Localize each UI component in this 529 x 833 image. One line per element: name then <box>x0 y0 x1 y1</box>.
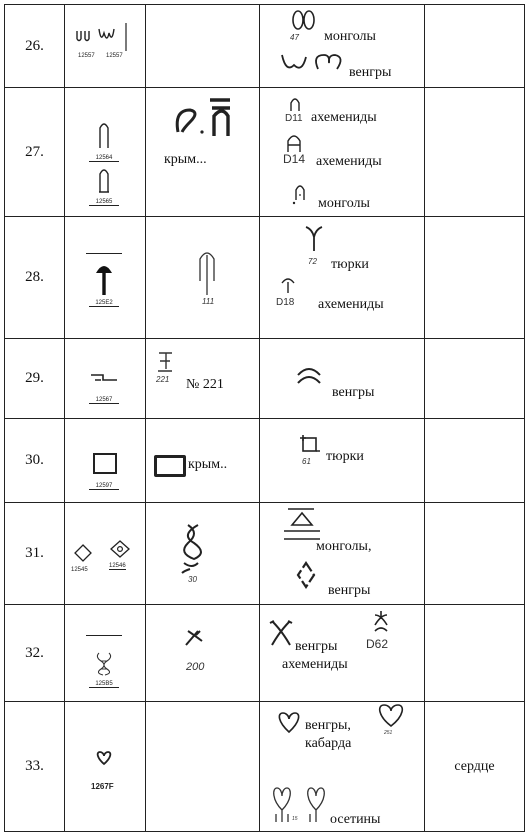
parallels-cell <box>260 503 425 605</box>
crimea-cell: 111 <box>146 217 260 339</box>
ossetian-signs-icon <box>270 784 334 824</box>
crimea-cell <box>146 5 260 88</box>
row-number: 27. <box>5 88 65 217</box>
mongol-sign-icon <box>288 9 322 35</box>
meaning-cell <box>425 503 525 605</box>
unicode-code: 1267F <box>91 782 114 791</box>
parallels-cell: венгры D62 ахемениды <box>260 605 425 702</box>
sign-31b-glyph-icon <box>109 539 131 559</box>
unicode-code: 12546 <box>109 563 126 569</box>
table-row <box>5 419 525 503</box>
heart-icon <box>276 710 302 734</box>
parallel-label: венгры <box>328 583 371 598</box>
hungarian-sign-icon <box>278 51 348 77</box>
sign-28-glyph-icon <box>93 259 115 297</box>
crimea-sign-icon <box>154 455 186 477</box>
unicode-code: 12597 <box>89 483 119 490</box>
table-row <box>5 88 525 217</box>
hungarian-sign-icon <box>294 361 324 387</box>
sign-26-glyph-icon <box>73 23 133 51</box>
parallel-label: венгры <box>295 639 338 654</box>
meaning-cell <box>425 339 525 419</box>
parallels-cell: 47 монголы венгры <box>260 5 425 88</box>
row-number: 26. <box>5 5 65 88</box>
parallel-label: кабарда <box>305 736 352 751</box>
parallel-label: венгры <box>332 385 375 400</box>
unicode-code: 12567 <box>89 397 119 404</box>
achaemenid-sign-icon <box>286 132 302 154</box>
crimea-cell: 200 <box>146 605 260 702</box>
sign-29-glyph-icon <box>89 371 119 383</box>
sign-cell <box>65 419 146 503</box>
row-number: 32. <box>5 605 65 702</box>
crimea-sign-icon <box>182 627 206 647</box>
hungarian-sign-icon <box>294 559 318 591</box>
turkic-sign-icon <box>298 433 322 457</box>
crimea-sign-icon <box>180 521 210 575</box>
mongol-sign-icon <box>292 182 308 206</box>
sign-27b-glyph-icon <box>97 166 111 196</box>
sign-cell <box>65 702 146 832</box>
parallel-label: ахемениды <box>316 154 382 169</box>
table-row <box>5 605 525 702</box>
meaning-cell <box>425 419 525 503</box>
sign-31a-glyph-icon <box>73 543 93 563</box>
row-number: 28. <box>5 217 65 339</box>
parallels-cell <box>260 339 425 419</box>
row-number: 30. <box>5 419 65 503</box>
crimea-sign-icon <box>156 349 176 375</box>
meaning-cell <box>425 88 525 217</box>
parallel-label: монголы <box>318 196 370 211</box>
parallel-label: ахемениды <box>282 657 348 672</box>
unicode-code: 12565 <box>89 199 119 206</box>
parallel-label: монголы, <box>316 539 372 554</box>
parallels-cell: 61 тюрки <box>260 419 425 503</box>
row-number: 31. <box>5 503 65 605</box>
crimea-cell: 30 <box>146 503 260 605</box>
parallel-label: венгры, <box>305 718 351 733</box>
parallel-label: тюрки <box>326 449 364 464</box>
unicode-code: 12557 <box>106 53 123 59</box>
sign-cell <box>65 339 146 419</box>
meaning-cell <box>425 5 525 88</box>
heart-icon <box>376 702 406 728</box>
unicode-code: 12564 <box>89 155 119 162</box>
signs-table <box>4 4 525 832</box>
crimea-cell <box>146 419 260 503</box>
crimea-sign-icon <box>172 96 242 140</box>
parallel-label: ахемениды <box>311 110 377 125</box>
hungarian-sign-icon <box>268 617 294 647</box>
crimea-cell: 221 № 221 <box>146 339 260 419</box>
crimea-label: крым.. <box>188 457 228 472</box>
parallel-label: тюрки <box>331 257 369 272</box>
achaemenid-sign-icon <box>280 275 296 295</box>
table-row <box>5 503 525 605</box>
parallel-label: монголы <box>324 29 376 44</box>
crimea-label: № 221 <box>186 377 224 392</box>
sign-cell <box>65 217 146 339</box>
unicode-code: 125B5 <box>89 681 119 688</box>
crimea-sign-icon <box>192 247 222 297</box>
achaemenid-sign-icon <box>288 96 302 112</box>
sign-27a-glyph-icon <box>97 120 111 150</box>
parallels-cell: венгры, 251 кабарда 15 осетины <box>260 702 425 832</box>
parallel-label: венгры <box>349 65 392 80</box>
row-number: 29. <box>5 339 65 419</box>
unicode-code: 12557 <box>78 53 95 59</box>
heart-icon <box>95 750 113 766</box>
table-row <box>5 702 525 832</box>
unicode-code: 125E2 <box>89 300 119 307</box>
meaning-cell <box>425 217 525 339</box>
unicode-code: 12545 <box>71 567 88 573</box>
table-row <box>5 339 525 419</box>
sign-cell <box>65 5 146 88</box>
sign-cell <box>65 605 146 702</box>
parallel-label: ахемениды <box>318 297 384 312</box>
crimea-label: крым... <box>164 152 207 167</box>
parallel-label: осетины <box>330 812 381 827</box>
sign-cell <box>65 88 146 217</box>
row-number: 33. <box>5 702 65 832</box>
sign-32-glyph-icon <box>93 649 115 677</box>
parallels-cell: 72 тюрки D18 ахемениды <box>260 217 425 339</box>
crimea-cell <box>146 702 260 832</box>
sign-cell <box>65 503 146 605</box>
crimea-cell <box>146 88 260 217</box>
meaning-cell <box>425 605 525 702</box>
sign-30-glyph-icon <box>93 453 117 474</box>
achaemenid-sign-icon <box>370 609 392 633</box>
turkic-sign-icon <box>304 225 324 253</box>
table-row <box>5 5 525 88</box>
parallels-cell: D11 ахемениды D14 ахемениды монголы <box>260 88 425 217</box>
table-row <box>5 217 525 339</box>
meaning-cell: сердце <box>425 702 525 832</box>
